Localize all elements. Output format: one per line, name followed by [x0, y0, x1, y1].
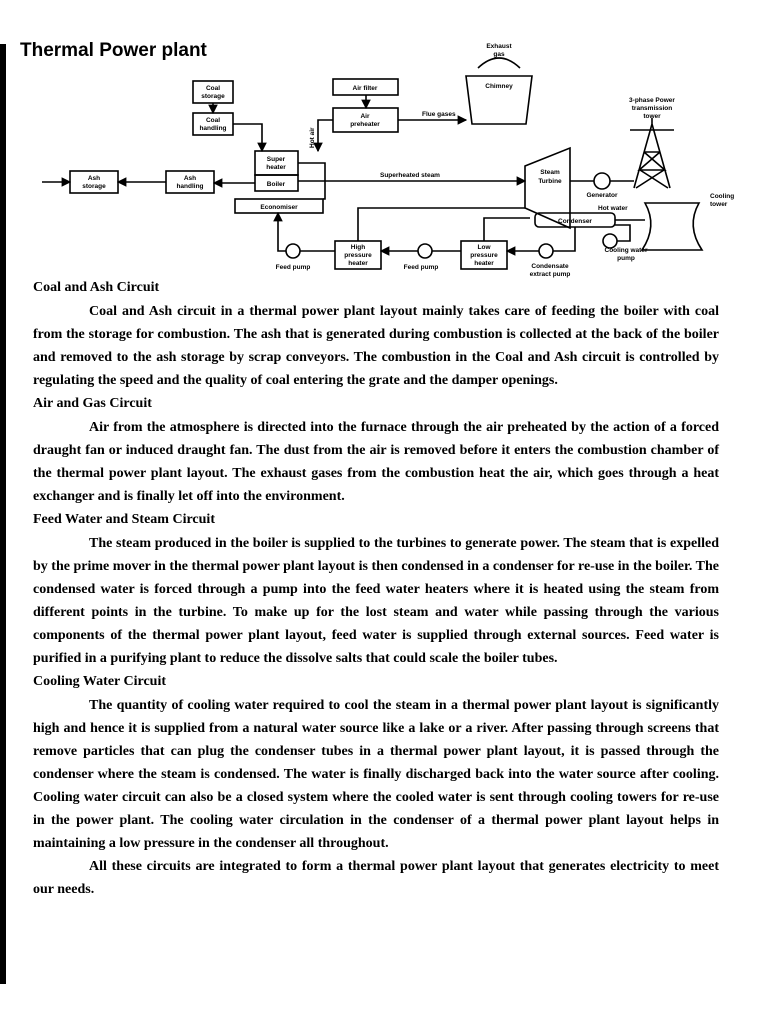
label-cooling-tower-1: Cooling [710, 193, 735, 200]
paragraph-coal-ash: Coal and Ash circuit in a thermal power plant layout mainly takes care of feeding the boiler with coal from the storage for combustion. The ash that is generated during combustion is collected at the back of the boiler and removed to the ash storage by scrap conveyors. The combustion in the Coal and Ash circuit is controlled by regulating the speed and the quality of coal entering the grate and the damper openings. [33, 304, 719, 388]
label-exhaust-gas-1: Exhaust [486, 43, 512, 50]
label-feed-pump-1: Feed pump [275, 264, 311, 271]
label-lp-heater-1: Low [477, 244, 491, 251]
label-super-heater-2: heater [266, 164, 286, 171]
label-air-preheater-1: Air [360, 113, 370, 120]
label-exhaust-gas-2: gas [493, 51, 505, 58]
label-hp-heater-2: pressure [344, 252, 372, 259]
cooling-tower-shape [642, 203, 702, 250]
label-flue-gases: Flue gases [422, 111, 456, 118]
paragraph-feed-water-steam: The steam produced in the boiler is supplied to the turbines to generate power. The steam that is expelled by the prime mover in the thermal power plant layout is then condensed in a condenser for re-use in the boiler. The condensed water is forced through a pump into the feed water heaters where it is heated using the steam from different points in the turbine. To make up for the lost steam and water while passing through the various components of the thermal power plant layout, feed water is supplied through external sources. Feed water is purified in a purifying plant to reduce the dissolve salts that could scale the boiler tubes. [33, 536, 719, 666]
paragraph-cooling-water: The quantity of cooling water required to cool the steam in a thermal power plant layout is significantly high and hence it is supplied from a natural water source like a lake or a river. After passing through screens that remove particles that can plug the condenser tubes in a thermal power plant layout, it is passed through the condenser where the steam is condensed. The water is finally discharged back into the water source after cooling. Cooling water circuit can also be a closed system where the cooled water is sent through cooling towers for re-use in the power plant. The cooling water circulation in the condenser of a thermal power plant layout helps in maintaining a low pressure in the condenser all throughout. [33, 698, 719, 851]
label-coal-handling-2: handling [199, 125, 227, 132]
label-cooling-water-pump-1: Cooling water [604, 247, 648, 254]
label-super-heater-1: Super [266, 156, 286, 163]
label-condenser: Condenser [558, 218, 592, 225]
label-boiler: Boiler [266, 181, 286, 188]
heading-air-gas: Air and Gas Circuit [33, 396, 152, 411]
label-hp-heater-1: High [350, 244, 366, 251]
label-power-tower-3: tower [643, 113, 661, 120]
label-air-filter: Air filter [352, 85, 378, 92]
label-air-preheater-2: preheater [350, 121, 380, 128]
label-condensate-pump-1: Condensate [531, 263, 569, 270]
label-ash-storage-1: Ash [87, 175, 101, 182]
label-chimney: Chimney [485, 83, 513, 90]
label-hot-water: Hot water [598, 205, 628, 212]
section-feed-water-steam [33, 508, 719, 670]
label-coal-storage-1: Coal [205, 85, 221, 92]
paragraph-air-gas: Air from the atmosphere is directed into the furnace through the air preheated by the action of a forced draught fan or induced draught fan. The dust from the air is removed before it enters the combustion chamber of the thermal power plant layout. The exhaust gases from the combustion heat the air, which goes through a heat exchanger and is finally let off into the environment. [33, 420, 719, 504]
paragraph-conclusion: All these circuits are integrated to form a thermal power plant layout that generates electricity to meet our needs. [33, 859, 719, 897]
label-economiser: Economiser [260, 204, 298, 211]
section-air-gas [33, 392, 719, 508]
section-cooling-water [33, 670, 719, 901]
steam-turbine-shape [525, 148, 570, 228]
label-ash-handling-1: Ash [183, 175, 197, 182]
label-steam-turbine-1: Steam [540, 169, 560, 176]
article-body [33, 276, 719, 901]
label-generator: Generator [586, 192, 618, 199]
label-steam-turbine-2: Turbine [538, 178, 562, 185]
air-preheater-box [333, 108, 398, 132]
heading-cooling-water: Cooling Water Circuit [33, 674, 166, 689]
label-coal-storage-2: storage [201, 93, 225, 100]
label-cooling-tower-2: tower [710, 201, 728, 208]
label-lp-heater-3: heater [474, 260, 494, 267]
label-cooling-water-pump-2: pump [617, 255, 635, 262]
label-coal-handling-1: Coal [205, 117, 221, 124]
label-lp-heater-2: pressure [470, 252, 498, 259]
label-superheated-steam: Superheated steam [380, 172, 440, 179]
label-power-tower-2: transmission [631, 105, 673, 112]
super-heater-box [255, 151, 298, 175]
thermal-power-plant-diagram [30, 38, 740, 283]
label-ash-handling-2: handling [176, 183, 204, 190]
label-ash-storage-2: storage [82, 183, 106, 190]
page-title: Thermal Power plant [20, 40, 207, 61]
heading-feed-water-steam: Feed Water and Steam Circuit [33, 512, 215, 527]
exhaust-plume [478, 58, 520, 68]
label-power-tower-1: 3-phase Power [629, 97, 675, 104]
label-condensate-pump-2: extract pump [529, 271, 571, 278]
label-feed-pump-2: Feed pump [403, 264, 439, 271]
heading-coal-ash: Coal and Ash Circuit [33, 280, 160, 295]
section-coal-ash [33, 276, 719, 392]
generator-circle [594, 173, 610, 189]
label-hp-heater-3: heater [348, 260, 368, 267]
left-border-rule [0, 44, 6, 984]
label-hot-air: Hot air [309, 127, 316, 148]
